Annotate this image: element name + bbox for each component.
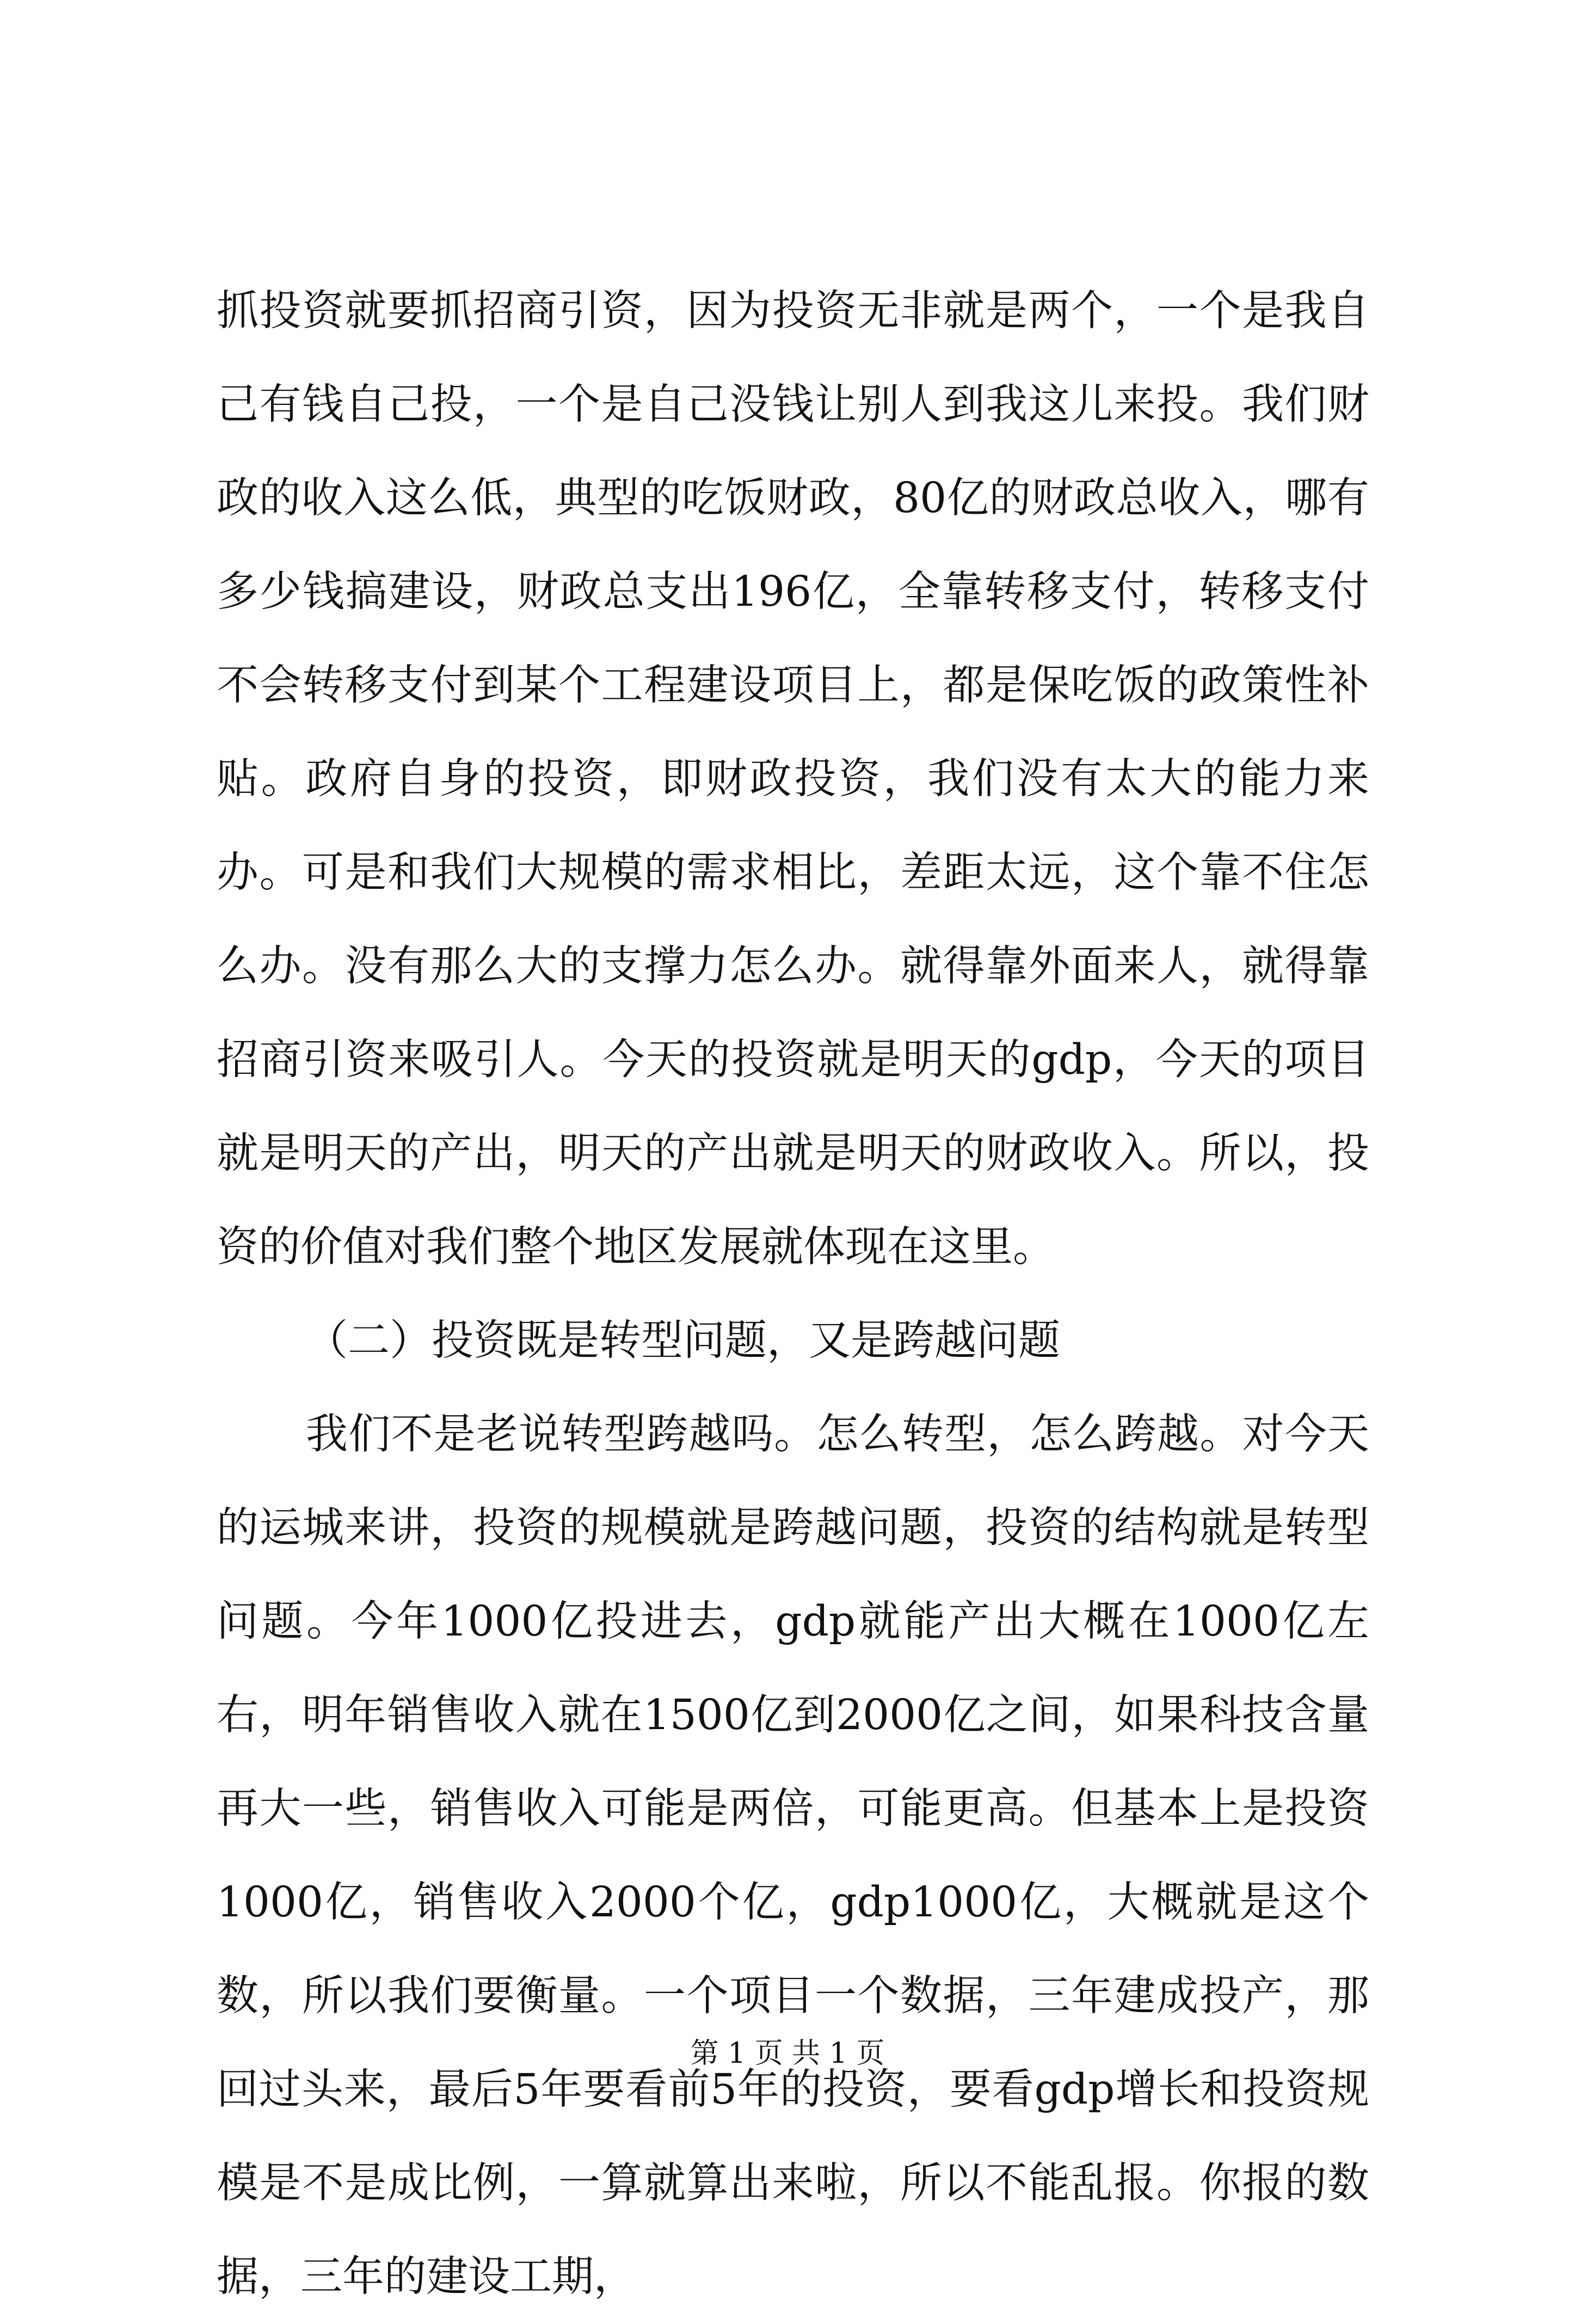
paragraph-1: 抓投资就要抓招商引资，因为投资无非就是两个，一个是我自己有钱自己投，一个是自己没钱让别人到我这儿来投。我们财政的收入这么低，典型的吃饭财政，80亿的财政总收入，哪有多少钱搞建设，财政总支出196亿，全靠转移支付，转移支付不会转移支付到某个工程建设项目上，都是保吃饭的政策性补贴。政府自身的投资，即财政投资，我们没有太大的能力来办。可是和我们大规模的需求相比，差距太远，这个靠不住怎么办。没有那么大的支撑力怎么办。就得靠外面来人，就得靠招商引资来吸引人。今天的投资就是明天的gdp，今天的项目就是明天的产出，明天的产出就是明天的财政收入。所以，投资的价值对我们整个地区发展就体现在这里。 (217, 287, 1369, 1271)
section-heading: （二）投资既是转型问题，又是跨越问题 (306, 1317, 1060, 1365)
page-footer: 第 1 页 共 1 页 (690, 2037, 885, 2070)
document-body (217, 265, 1369, 2324)
paragraph-2: 我们不是老说转型跨越吗。怎么转型，怎么跨越。对今天的运城来讲，投资的规模就是跨越问题，投资的结构就是转型问题。今年1000亿投进去，gdp就能产出大概在1000亿左右，明年销售收入就在1500亿到2000亿之间，如果科技含量再大一些，销售收入可能是两倍，可能更高。但基本上是投资1000亿，销售收入2000个亿，gdp1000亿，大概就是这个数，所以我们要衡量。一个项目一个数据，三年建成投产，那回过头来，最后5年要看前5年的投资，要看gdp增长和投资规模是不是成比例，一算就算出来啦，所以不能乱报。你报的数据，三年的建设工期， (217, 1410, 1369, 2301)
